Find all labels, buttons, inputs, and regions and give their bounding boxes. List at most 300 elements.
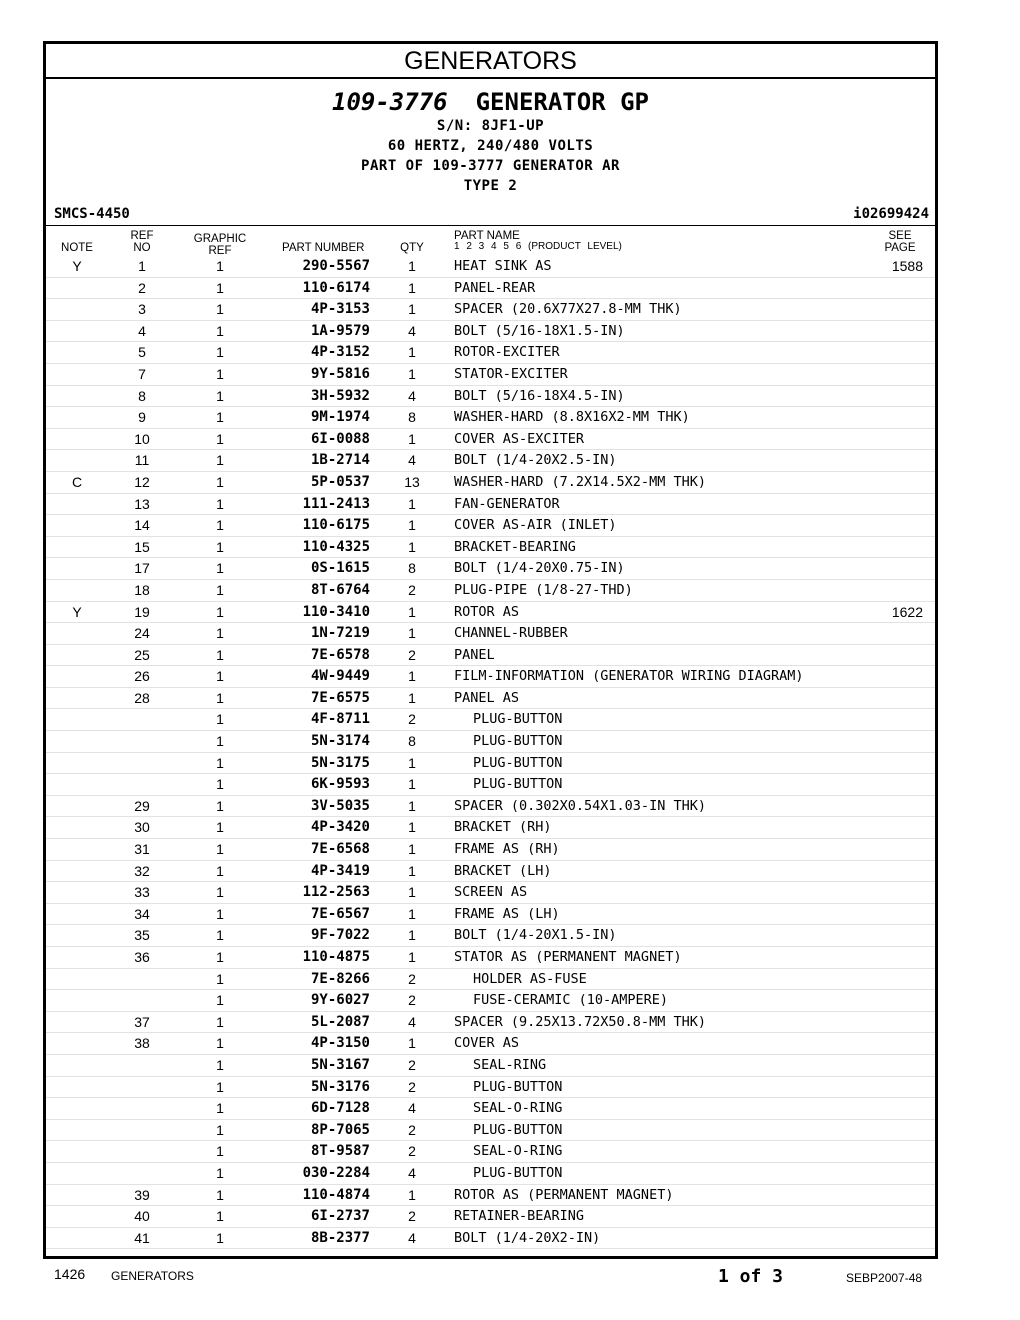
quantity-cell: 8: [408, 409, 416, 426]
quantity-cell: 4: [408, 1100, 416, 1117]
part-name-cell: PANEL-REAR: [454, 279, 536, 296]
part-name-cell: FRAME AS (RH): [454, 841, 560, 858]
table-row: [46, 450, 935, 472]
part-number-cell: 030-2284: [302, 1164, 370, 1181]
part-name-cell: FUSE-CERAMIC (10-AMPERE): [473, 992, 669, 1009]
graphic-ref-cell: 1: [216, 279, 224, 296]
quantity-cell: 1: [408, 819, 416, 836]
part-number-cell: 4P-3153: [310, 301, 370, 318]
table-row: [46, 1120, 935, 1142]
part-number-cell: 110-4325: [302, 538, 370, 555]
part-number-cell: 4P-3420: [310, 819, 370, 836]
part-name-cell: PLUG-BUTTON: [473, 754, 563, 771]
table-row: [46, 688, 935, 710]
part-number-cell: 8P-7065: [310, 1121, 370, 1138]
part-number-cell: 5L-2087: [310, 1013, 370, 1030]
part-number-cell: 7E-6567: [310, 905, 370, 922]
ref-number-cell: 28: [134, 689, 150, 706]
quantity-cell: 1: [408, 301, 416, 318]
quantity-cell: 1: [408, 668, 416, 685]
part-name-cell: BOLT (1/4-20X0.75-IN): [454, 560, 625, 577]
spec-line: 60 HERTZ, 240/480 VOLTS: [387, 138, 594, 154]
graphic-ref-cell: 1: [216, 905, 224, 922]
part-name-cell: FAN-GENERATOR: [454, 495, 560, 512]
part-name-cell: PLUG-BUTTON: [473, 776, 563, 793]
table-row: [46, 321, 935, 343]
part-name-cell: SEAL-RING: [473, 1056, 547, 1073]
ref-number-cell: 39: [134, 1186, 150, 1203]
part-number-cell: 4P-3152: [310, 344, 370, 361]
ref-number-cell: 9: [138, 409, 146, 426]
part-name-cell: BRACKET (LH): [454, 862, 552, 879]
part-number-cell: 4P-3419: [310, 862, 370, 879]
table-row: [46, 580, 935, 602]
ref-number-cell: 13: [134, 495, 150, 512]
part-name-cell: ROTOR AS: [454, 603, 520, 620]
table-row: [46, 796, 935, 818]
table-row: [46, 1206, 935, 1228]
table-row: [46, 969, 935, 991]
group-part-number: 109-3776: [332, 88, 448, 116]
part-name-cell: SPACER (20.6X77X27.8-MM THK): [454, 301, 682, 318]
table-row: [46, 666, 935, 688]
ref-number-cell: 17: [134, 560, 150, 577]
quantity-cell: 1: [408, 538, 416, 555]
serial-line: S/N: 8JF1-UP: [436, 118, 545, 134]
note-cell: Y: [72, 258, 82, 274]
part-name-cell: ROTOR-EXCITER: [454, 344, 560, 361]
table-row: [46, 1012, 935, 1034]
ref-number-cell: 2: [138, 279, 146, 296]
part-name-cell: ROTOR AS (PERMANENT MAGNET): [454, 1186, 674, 1203]
quantity-cell: 2: [408, 970, 416, 987]
quantity-cell: 1: [408, 776, 416, 793]
graphic-ref-cell: 1: [216, 1121, 224, 1138]
quantity-cell: 1: [408, 344, 416, 361]
graphic-ref-cell: 1: [216, 1143, 224, 1160]
part-number-cell: 1A-9579: [310, 322, 370, 339]
table-row: [46, 342, 935, 364]
table-row: [46, 990, 935, 1012]
graphic-ref-cell: 1: [216, 1100, 224, 1117]
part-number-cell: 110-4875: [302, 949, 370, 965]
part-number-cell: 111-2413: [302, 495, 370, 512]
section-title: GENERATORS: [46, 44, 935, 79]
graphic-ref-cell: 1: [216, 1056, 224, 1073]
group-name: GENERATOR GP: [475, 88, 649, 116]
col-graphic-ref: [182, 233, 258, 257]
table-row: [46, 278, 935, 300]
col-ref-bottom: NO: [133, 242, 151, 254]
part-name-cell: PANEL AS: [454, 689, 520, 706]
part-number-cell: 8B-2377: [310, 1229, 370, 1246]
part-name-cell: PLUG-BUTTON: [473, 1078, 563, 1095]
quantity-cell: 2: [408, 1143, 416, 1160]
part-number-cell: 9Y-6027: [310, 992, 370, 1009]
table-row: [46, 623, 935, 645]
quantity-cell: 2: [408, 646, 416, 663]
part-name-cell: PLUG-BUTTON: [473, 1164, 563, 1181]
graphic-ref-cell: 1: [216, 560, 224, 577]
quantity-cell: 1: [408, 258, 416, 274]
ref-number-cell: 12: [134, 473, 150, 490]
part-number-cell: 4F-8711: [310, 711, 370, 728]
graphic-ref-cell: 1: [216, 322, 224, 339]
graphic-ref-cell: 1: [216, 258, 224, 274]
quantity-cell: 1: [408, 430, 416, 447]
graphic-ref-cell: 1: [216, 1186, 224, 1203]
quantity-cell: 4: [408, 387, 416, 404]
part-number-cell: 110-3410: [302, 603, 370, 620]
ref-number-cell: 10: [134, 430, 150, 447]
quantity-cell: 1: [408, 841, 416, 858]
quantity-cell: 4: [408, 1164, 416, 1181]
graphic-ref-cell: 1: [216, 473, 224, 490]
ref-number-cell: 3: [138, 301, 146, 318]
parts-list-frame: [43, 41, 938, 1259]
part-number-cell: 3V-5035: [310, 797, 370, 814]
part-number-cell: 7E-6575: [310, 689, 370, 706]
ref-number-cell: 37: [134, 1013, 150, 1030]
table-row: [46, 645, 935, 667]
group-title: [46, 88, 935, 116]
part-number-cell: 5N-3174: [310, 733, 370, 750]
quantity-cell: 2: [408, 711, 416, 728]
graphic-ref-cell: 1: [216, 409, 224, 426]
part-name-cell: WASHER-HARD (8.8X16X2-MM THK): [454, 409, 690, 426]
col-see-bottom: PAGE: [884, 242, 916, 254]
quantity-cell: 4: [408, 1229, 416, 1246]
type-line: TYPE 2: [463, 178, 518, 194]
title-block: [46, 88, 935, 196]
part-name-cell: BOLT (5/16-18X4.5-IN): [454, 387, 625, 404]
part-number-cell: 5N-3176: [310, 1078, 370, 1095]
quantity-cell: 1: [408, 884, 416, 901]
graphic-ref-cell: 1: [216, 754, 224, 771]
table-row: [46, 1185, 935, 1207]
quantity-cell: 1: [408, 279, 416, 296]
table-row: [46, 709, 935, 731]
table-row: [46, 731, 935, 753]
graphic-ref-cell: 1: [216, 603, 224, 620]
part-number-cell: 9F-7022: [310, 927, 370, 944]
graphic-ref-cell: 1: [216, 1208, 224, 1225]
part-name-cell: PLUG-PIPE (1/8-27-THD): [454, 581, 633, 598]
table-row: [46, 515, 935, 537]
part-name-cell: SPACER (9.25X13.72X50.8-MM THK): [454, 1013, 706, 1030]
quantity-cell: 2: [408, 1056, 416, 1073]
ref-number-cell: 4: [138, 322, 146, 339]
graphic-ref-cell: 1: [216, 301, 224, 318]
graphic-ref-cell: 1: [216, 1035, 224, 1052]
part-name-cell: BOLT (1/4-20X2.5-IN): [454, 452, 617, 469]
header-divider: [46, 225, 935, 226]
ref-number-cell: 36: [134, 949, 150, 965]
part-name-cell: FRAME AS (LH): [454, 905, 560, 922]
part-number-cell: 7E-8266: [310, 970, 370, 987]
note-cell: Y: [72, 603, 82, 620]
table-row: [46, 839, 935, 861]
col-graphic-top: GRAPHIC: [193, 233, 247, 245]
part-name-cell: SEAL-O-RING: [473, 1100, 563, 1117]
footer-sheet: 1 of 3: [718, 1266, 784, 1287]
part-name-cell: COVER AS: [454, 1035, 520, 1052]
graphic-ref-cell: 1: [216, 517, 224, 534]
quantity-cell: 1: [408, 797, 416, 814]
table-row: [46, 1163, 935, 1185]
graphic-ref-cell: 1: [216, 711, 224, 728]
table-row: [46, 472, 935, 494]
part-number-cell: 5P-0537: [310, 473, 370, 490]
ref-number-cell: 29: [134, 797, 150, 814]
part-name-cell: SPACER (0.302X0.54X1.03-IN THK): [454, 797, 706, 814]
part-number-cell: 5N-3167: [310, 1056, 370, 1073]
graphic-ref-cell: 1: [216, 365, 224, 382]
col-ref-top: REF: [130, 230, 154, 242]
footer-doc-id: SEBP2007-48: [846, 1271, 923, 1285]
part-number-cell: 9Y-5816: [310, 365, 370, 382]
part-name-cell: STATOR-EXCITER: [454, 365, 568, 382]
part-name-cell: SCREEN AS: [454, 884, 528, 901]
table-row: [46, 1141, 935, 1163]
see-page-cell: 1588: [891, 258, 923, 274]
ref-number-cell: 38: [134, 1035, 150, 1052]
quantity-cell: 4: [408, 1013, 416, 1030]
quantity-cell: 8: [408, 733, 416, 750]
col-product-level: 1 2 3 4 5 6 (PRODUCT LEVEL): [454, 241, 622, 252]
part-name-cell: BOLT (5/16-18X1.5-IN): [454, 322, 625, 339]
graphic-ref-cell: 1: [216, 646, 224, 663]
col-qty: QTY: [400, 242, 424, 254]
quantity-cell: 2: [408, 1121, 416, 1138]
part-number-cell: 1B-2714: [310, 452, 370, 469]
table-row: [46, 537, 935, 559]
part-number-cell: 5N-3175: [310, 754, 370, 771]
ref-number-cell: 25: [134, 646, 150, 663]
part-name-cell: COVER AS-EXCITER: [454, 430, 585, 447]
part-name-cell: HOLDER AS-FUSE: [473, 970, 587, 987]
parts-table: [46, 256, 935, 1249]
graphic-ref-cell: 1: [216, 625, 224, 642]
note-cell: C: [71, 473, 83, 490]
graphic-ref-cell: 1: [216, 949, 224, 965]
table-row: [46, 386, 935, 408]
quantity-cell: 8: [408, 560, 416, 577]
part-number-cell: 6I-2737: [310, 1208, 370, 1225]
graphic-ref-cell: 1: [216, 841, 224, 858]
part-number-cell: 1N-7219: [310, 625, 370, 642]
ref-number-cell: 5: [138, 344, 146, 361]
see-page-cell: 1622: [891, 603, 923, 620]
part-name-cell: PANEL: [454, 646, 495, 663]
ref-number-cell: 34: [134, 905, 150, 922]
graphic-ref-cell: 1: [216, 927, 224, 944]
table-row: [46, 817, 935, 839]
table-row: [46, 1055, 935, 1077]
table-row: [46, 364, 935, 386]
part-name-cell: STATOR AS (PERMANENT MAGNET): [454, 949, 682, 965]
part-number-cell: 6I-0088: [310, 430, 370, 447]
table-row: [46, 925, 935, 947]
footer-page-number: 1426: [54, 1266, 86, 1282]
table-row: [46, 753, 935, 775]
graphic-ref-cell: 1: [216, 1164, 224, 1181]
quantity-cell: 2: [408, 581, 416, 598]
ref-number-cell: 26: [134, 668, 150, 685]
part-number-cell: 290-5567: [302, 258, 370, 274]
table-row: [46, 299, 935, 321]
part-name-cell: HEAT SINK AS: [454, 258, 552, 274]
graphic-ref-cell: 1: [216, 1229, 224, 1246]
table-row: [46, 882, 935, 904]
part-number-cell: 0S-1615: [310, 560, 370, 577]
table-row: [46, 1077, 935, 1099]
part-number-cell: 8T-9587: [310, 1143, 370, 1160]
part-name-cell: FILM-INFORMATION (GENERATOR WIRING DIAGRAM): [454, 668, 804, 685]
graphic-ref-cell: 1: [216, 538, 224, 555]
quantity-cell: 1: [408, 1035, 416, 1052]
graphic-ref-cell: 1: [216, 581, 224, 598]
quantity-cell: 1: [408, 689, 416, 706]
quantity-cell: 1: [408, 1186, 416, 1203]
part-number-cell: 7E-6568: [310, 841, 370, 858]
part-name-cell: BOLT (1/4-20X2-IN): [454, 1229, 601, 1246]
part-name-cell: PLUG-BUTTON: [473, 1121, 563, 1138]
ref-number-cell: 32: [134, 862, 150, 879]
graphic-ref-cell: 1: [216, 862, 224, 879]
part-name-cell: SEAL-O-RING: [473, 1143, 563, 1160]
part-number-cell: 110-4874: [302, 1186, 370, 1203]
quantity-cell: 1: [408, 927, 416, 944]
col-ref: [114, 230, 170, 254]
ref-number-cell: 31: [134, 841, 150, 858]
table-row: [46, 774, 935, 796]
graphic-ref-cell: 1: [216, 344, 224, 361]
ref-number-cell: 35: [134, 927, 150, 944]
part-number-cell: 4P-3150: [310, 1035, 370, 1052]
ref-number-cell: 33: [134, 884, 150, 901]
part-name-cell: PLUG-BUTTON: [473, 711, 563, 728]
ref-number-cell: 30: [134, 819, 150, 836]
part-number-cell: 6K-9593: [310, 776, 370, 793]
ref-number-cell: 1: [138, 258, 146, 274]
part-number-cell: 110-6174: [302, 279, 370, 296]
ref-number-cell: 40: [134, 1208, 150, 1225]
illustration-id: i02699424: [853, 206, 929, 222]
graphic-ref-cell: 1: [216, 1013, 224, 1030]
quantity-cell: 4: [408, 322, 416, 339]
part-number-cell: 7E-6578: [310, 646, 370, 663]
graphic-ref-cell: 1: [216, 452, 224, 469]
table-row: [46, 602, 935, 624]
table-row: [46, 1033, 935, 1055]
table-row: [46, 1228, 935, 1250]
part-name-cell: BOLT (1/4-20X1.5-IN): [454, 927, 617, 944]
part-number-cell: 3H-5932: [310, 387, 370, 404]
col-part-name: PART NAME: [454, 230, 520, 242]
graphic-ref-cell: 1: [216, 1078, 224, 1095]
graphic-ref-cell: 1: [216, 495, 224, 512]
quantity-cell: 1: [408, 603, 416, 620]
col-see-page: [866, 230, 934, 254]
footer-section: GENERATORS: [111, 1269, 194, 1283]
part-of-line: PART OF 109-3777 GENERATOR AR: [361, 158, 620, 174]
graphic-ref-cell: 1: [216, 430, 224, 447]
table-row: [46, 256, 935, 278]
table-row: [46, 861, 935, 883]
graphic-ref-cell: 1: [216, 387, 224, 404]
quantity-cell: 1: [408, 862, 416, 879]
graphic-ref-cell: 1: [216, 884, 224, 901]
part-number-cell: 4W-9449: [310, 668, 370, 685]
part-name-cell: PLUG-BUTTON: [473, 733, 563, 750]
table-row: [46, 1098, 935, 1120]
smcs-code: SMCS-4450: [54, 206, 130, 222]
col-see-top: SEE: [888, 230, 912, 242]
ref-number-cell: 11: [134, 452, 150, 469]
ref-number-cell: 8: [138, 387, 146, 404]
quantity-cell: 1: [408, 495, 416, 512]
ref-number-cell: 7: [138, 365, 146, 382]
table-row: [46, 429, 935, 451]
part-name-cell: BRACKET-BEARING: [454, 538, 576, 555]
col-graphic-bottom: REF: [208, 245, 232, 257]
quantity-cell: 1: [408, 625, 416, 642]
quantity-cell: 1: [408, 754, 416, 771]
graphic-ref-cell: 1: [216, 992, 224, 1009]
ref-number-cell: 19: [134, 603, 150, 620]
quantity-cell: 1: [408, 905, 416, 922]
col-note: NOTE: [61, 242, 93, 254]
ref-number-cell: 24: [134, 625, 150, 642]
graphic-ref-cell: 1: [216, 819, 224, 836]
graphic-ref-cell: 1: [216, 733, 224, 750]
ref-number-cell: 14: [134, 517, 150, 534]
part-name-cell: CHANNEL-RUBBER: [454, 625, 568, 642]
part-number-cell: 110-6175: [302, 517, 370, 534]
graphic-ref-cell: 1: [216, 797, 224, 814]
quantity-cell: 1: [408, 517, 416, 534]
table-row: [46, 904, 935, 926]
part-name-cell: RETAINER-BEARING: [454, 1208, 585, 1225]
graphic-ref-cell: 1: [216, 776, 224, 793]
quantity-cell: 2: [408, 1208, 416, 1225]
table-row: [46, 558, 935, 580]
table-row: [46, 947, 935, 969]
table-row: [46, 407, 935, 429]
quantity-cell: 1: [408, 365, 416, 382]
graphic-ref-cell: 1: [216, 689, 224, 706]
quantity-cell: 2: [408, 992, 416, 1009]
page-footer: [0, 1266, 1020, 1290]
col-part-number: PART NUMBER: [282, 242, 365, 254]
ref-number-cell: 15: [134, 538, 150, 555]
quantity-cell: 2: [408, 1078, 416, 1095]
quantity-cell: 1: [408, 949, 416, 965]
quantity-cell: 4: [408, 452, 416, 469]
part-number-cell: 9M-1974: [310, 409, 370, 426]
table-row: [46, 494, 935, 516]
quantity-cell: 13: [404, 473, 420, 490]
part-name-cell: WASHER-HARD (7.2X14.5X2-MM THK): [454, 473, 706, 490]
graphic-ref-cell: 1: [216, 668, 224, 685]
ref-number-cell: 18: [134, 581, 150, 598]
graphic-ref-cell: 1: [216, 970, 224, 987]
part-name-cell: COVER AS-AIR (INLET): [454, 517, 617, 534]
part-name-cell: BRACKET (RH): [454, 819, 552, 836]
part-number-cell: 6D-7128: [310, 1100, 370, 1117]
part-number-cell: 8T-6764: [310, 581, 370, 598]
